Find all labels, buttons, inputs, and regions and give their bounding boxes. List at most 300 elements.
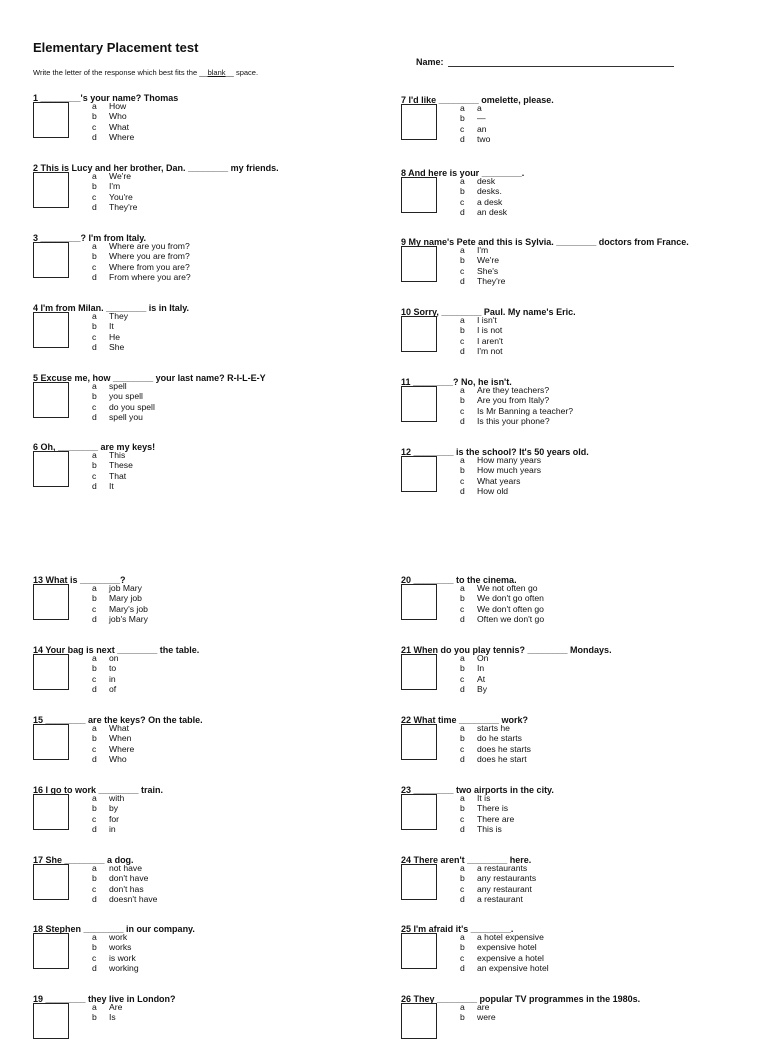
answer-box[interactable] [401, 177, 437, 213]
option-letter: a [92, 653, 97, 663]
answer-box[interactable] [401, 1003, 437, 1039]
option-text: Is Mr Banning a teacher? [477, 405, 574, 416]
option-text: How [109, 101, 127, 111]
answer-box[interactable] [33, 794, 69, 830]
option[interactable] [92, 272, 191, 282]
option[interactable] [460, 124, 490, 134]
option[interactable] [460, 953, 549, 963]
option-letter: b [92, 1012, 97, 1023]
option-text: You're [109, 191, 133, 202]
option-text: on [109, 653, 119, 663]
option[interactable] [460, 942, 549, 952]
option[interactable] [460, 197, 507, 207]
options [460, 653, 488, 695]
option[interactable] [460, 395, 573, 405]
option-text: do you spell [109, 401, 155, 412]
option-letter: b [460, 186, 465, 197]
question-26 [401, 994, 751, 1023]
option-text: Where are you from? [109, 241, 190, 251]
option[interactable] [460, 103, 490, 113]
option[interactable] [92, 450, 133, 460]
answer-box[interactable] [33, 382, 69, 418]
option-letter: b [92, 733, 97, 744]
option[interactable] [460, 1002, 496, 1012]
answer-box[interactable] [33, 242, 69, 278]
option-text: That [109, 470, 127, 481]
option-text: in [109, 673, 116, 684]
options [92, 381, 155, 423]
option-text: to [109, 663, 117, 674]
option-letter: c [92, 121, 97, 132]
option-text: — [477, 113, 486, 124]
option[interactable] [92, 723, 134, 733]
option-letter: a [460, 103, 465, 113]
option-text: They're [109, 202, 138, 213]
option-text: In [477, 663, 485, 674]
option[interactable] [92, 402, 155, 412]
option[interactable] [92, 132, 134, 142]
instruction-text-end: space. [235, 68, 259, 77]
option[interactable] [92, 381, 155, 391]
option-letter: d [460, 276, 465, 287]
option[interactable] [92, 932, 139, 942]
answer-box[interactable] [401, 584, 437, 620]
option[interactable] [92, 824, 124, 834]
option[interactable] [460, 476, 541, 486]
option[interactable] [92, 251, 191, 261]
option[interactable] [92, 604, 148, 614]
option[interactable] [92, 674, 119, 684]
options [92, 450, 133, 492]
option-letter: a [92, 101, 97, 111]
option-letter: c [460, 265, 465, 276]
option-text: They [109, 311, 129, 321]
option-letter: b [460, 325, 465, 336]
option-text: At [477, 673, 486, 684]
option-letter: d [92, 412, 97, 423]
option-letter: c [92, 883, 97, 894]
question-25 [401, 924, 751, 974]
option[interactable] [460, 255, 505, 265]
question-stem: 3 ________? I'm from Italy. [33, 233, 147, 243]
option[interactable] [460, 754, 531, 764]
option-letter: c [92, 470, 97, 481]
option-letter: d [92, 342, 97, 353]
options [460, 385, 573, 427]
question-2 [33, 163, 383, 213]
option-text: working [109, 963, 139, 974]
option-text: I is not [477, 325, 503, 336]
option[interactable] [92, 614, 148, 624]
option[interactable] [92, 111, 134, 121]
option-text: This [109, 450, 126, 460]
option-text: a desk [477, 196, 503, 207]
option-letter: d [92, 963, 97, 974]
option[interactable] [460, 663, 488, 673]
option-letter: a [92, 450, 97, 460]
option[interactable] [460, 176, 507, 186]
option[interactable] [460, 336, 503, 346]
options [92, 932, 139, 974]
option-text: a restaurants [477, 863, 528, 873]
option[interactable] [92, 803, 124, 813]
option-text: not have [109, 863, 142, 873]
options [92, 723, 134, 765]
instructions: Write the letter of the response which best fits the __blank__ space. [33, 68, 259, 77]
option-text: spell [109, 381, 127, 391]
option[interactable] [460, 674, 488, 684]
options [92, 1002, 122, 1023]
option[interactable] [92, 412, 155, 422]
option[interactable] [460, 465, 541, 475]
option[interactable] [460, 814, 514, 824]
option-text: works [109, 942, 132, 953]
option[interactable] [92, 744, 134, 754]
option-letter: a [460, 245, 465, 255]
question-12 [401, 447, 751, 497]
option-text: an [477, 123, 487, 134]
option-letter: d [460, 614, 465, 625]
answer-box[interactable] [33, 584, 69, 620]
option-letter: a [92, 1002, 97, 1012]
options [460, 863, 536, 905]
option-text: There is [477, 803, 509, 814]
option[interactable] [92, 101, 134, 111]
answer-box[interactable] [401, 316, 437, 352]
answer-box[interactable] [33, 102, 69, 138]
options [92, 863, 157, 905]
question-24 [401, 855, 751, 905]
option[interactable] [92, 733, 134, 743]
option[interactable] [460, 1012, 496, 1022]
option-text: do he starts [477, 733, 522, 744]
option-letter: a [460, 863, 465, 873]
option-text: From where you are? [109, 272, 191, 283]
option-letter: a [92, 793, 97, 803]
option[interactable] [460, 793, 514, 803]
option[interactable] [92, 332, 128, 342]
option[interactable] [460, 186, 507, 196]
option[interactable] [92, 873, 157, 883]
option[interactable] [92, 963, 139, 973]
option[interactable] [460, 873, 536, 883]
option[interactable] [92, 122, 134, 132]
option-letter: d [92, 481, 97, 492]
option-text: don't have [109, 873, 149, 884]
option-letter: c [92, 261, 97, 272]
question-stem: 6 Oh, ________ are my keys! [33, 442, 156, 452]
answer-box[interactable] [33, 1003, 69, 1039]
options [460, 176, 507, 218]
option-letter: b [460, 803, 465, 814]
option-text: does he starts [477, 743, 531, 754]
option[interactable] [92, 342, 128, 352]
option-text: doesn't have [109, 894, 158, 905]
option-letter: c [92, 401, 97, 412]
option-letter: d [460, 824, 465, 835]
option[interactable] [92, 593, 148, 603]
question-9 [401, 237, 751, 287]
option-text: a [477, 103, 482, 113]
option[interactable] [460, 385, 573, 395]
option-text: It [109, 321, 114, 332]
option-text: On [477, 653, 489, 663]
option-text: It is [477, 793, 491, 803]
option[interactable] [92, 192, 137, 202]
options [92, 311, 128, 353]
option-letter: b [92, 593, 97, 604]
option[interactable] [460, 604, 544, 614]
option[interactable] [460, 863, 536, 873]
option-letter: d [92, 132, 97, 143]
option[interactable] [460, 824, 514, 834]
option[interactable] [460, 455, 541, 465]
name-line[interactable] [448, 58, 674, 67]
question-stem: 18 Stephen ________ in our company. [33, 924, 195, 934]
option-text: Where [109, 132, 135, 143]
option-letter: b [92, 181, 97, 192]
option[interactable] [92, 241, 191, 251]
option-text: with [109, 793, 125, 803]
option[interactable] [460, 134, 490, 144]
options [460, 245, 505, 287]
option-text: Are they teachers? [477, 385, 550, 395]
option[interactable] [460, 113, 490, 123]
question-stem: 15 ________ are the keys? On the table. [33, 715, 203, 725]
option-letter: d [460, 486, 465, 497]
answer-box[interactable] [33, 312, 69, 348]
option-text: I'm [109, 181, 121, 192]
option-text: does he start [477, 754, 527, 765]
answer-box[interactable] [33, 654, 69, 690]
option[interactable] [92, 1002, 122, 1012]
question-stem: 17 She ________ a dog. [33, 855, 134, 865]
options [460, 1002, 496, 1023]
option[interactable] [92, 202, 137, 212]
question-stem: 16 I go to work ________ train. [33, 785, 164, 795]
option-text: She [109, 342, 125, 353]
question-16 [33, 785, 383, 835]
option-text: a hotel expensive [477, 932, 544, 942]
option[interactable] [92, 321, 128, 331]
option-letter: c [460, 813, 465, 824]
option[interactable] [92, 814, 124, 824]
option[interactable] [92, 754, 134, 764]
options [460, 315, 503, 357]
answer-box[interactable] [33, 933, 69, 969]
option-text: is work [109, 952, 136, 963]
option-text: Who [109, 111, 127, 122]
option-text: desk [477, 176, 496, 186]
options [460, 723, 531, 765]
option[interactable] [92, 684, 119, 694]
question-stem: 11 ________? No, he isn't. [401, 377, 512, 387]
question-stem: 8 And here is your ________. [401, 168, 525, 178]
option[interactable] [460, 325, 503, 335]
option[interactable] [92, 181, 137, 191]
option[interactable] [460, 733, 531, 743]
option[interactable] [92, 171, 137, 181]
options [92, 653, 119, 695]
option[interactable] [460, 207, 507, 217]
option-text: any restaurants [477, 873, 537, 884]
option[interactable] [460, 406, 573, 416]
option[interactable] [92, 311, 128, 321]
option[interactable] [92, 953, 139, 963]
option-text: don't has [109, 883, 144, 894]
option[interactable] [92, 942, 139, 952]
option-letter: c [460, 196, 465, 207]
option-letter: c [460, 123, 465, 134]
option-letter: d [460, 894, 465, 905]
question-3 [33, 233, 383, 283]
answer-box[interactable] [401, 456, 437, 492]
option-text: Often we don't go [477, 614, 545, 625]
option-letter: a [460, 176, 465, 186]
question-8 [401, 168, 751, 218]
option-text: It [109, 481, 114, 492]
question-22 [401, 715, 751, 765]
option[interactable] [460, 416, 573, 426]
option-letter: b [460, 113, 465, 124]
option-letter: a [460, 455, 465, 465]
question-stem: 25 I'm afraid it's ________. [401, 924, 514, 934]
option[interactable] [460, 684, 488, 694]
question-stem: 26 They ________ popular TV programmes in the 1980s. [401, 994, 641, 1004]
option[interactable] [460, 932, 549, 942]
name-field[interactable] [416, 57, 674, 67]
option-letter: c [460, 335, 465, 346]
options [92, 241, 191, 283]
option-letter: b [92, 111, 97, 122]
option[interactable] [92, 1012, 122, 1022]
option-text: Where from you are? [109, 261, 190, 272]
option[interactable] [460, 245, 505, 255]
question-1 [33, 93, 383, 143]
answer-box[interactable] [401, 654, 437, 690]
question-7 [401, 95, 751, 145]
option-letter: b [92, 251, 97, 262]
option[interactable] [460, 653, 488, 663]
answer-box[interactable] [401, 386, 437, 422]
instruction-blank: blank [207, 68, 226, 77]
question-stem: 22 What time ________ work? [401, 715, 529, 725]
option-text: Mary job [109, 593, 142, 604]
question-stem: 9 My name's Pete and this is Sylvia. ________ doctors from France. [401, 237, 689, 247]
answer-box[interactable] [401, 104, 437, 140]
option-letter: d [460, 416, 465, 427]
option[interactable] [92, 583, 148, 593]
answer-box[interactable] [401, 933, 437, 969]
options [92, 101, 134, 143]
option[interactable] [460, 593, 544, 603]
option[interactable] [92, 793, 124, 803]
options [92, 171, 137, 213]
options [460, 103, 490, 145]
option-letter: a [460, 315, 465, 325]
option[interactable] [460, 803, 514, 813]
option-letter: a [92, 863, 97, 873]
question-stem: 19 ________ they live in London? [33, 994, 176, 1004]
option[interactable] [460, 894, 536, 904]
answer-box[interactable] [33, 724, 69, 760]
option-letter: b [92, 803, 97, 814]
option[interactable] [92, 481, 133, 491]
option-text: I aren't [477, 335, 504, 346]
option[interactable] [460, 276, 505, 286]
option-text: They're [477, 276, 506, 287]
option-text: There are [477, 813, 515, 824]
option-letter: a [92, 311, 97, 321]
question-19 [33, 994, 383, 1023]
option-letter: c [460, 405, 465, 416]
question-20 [401, 575, 751, 625]
option[interactable] [92, 262, 191, 272]
question-18 [33, 924, 383, 974]
option-text: starts he [477, 723, 510, 733]
option-text: any restaurant [477, 883, 532, 894]
option-text: expensive a hotel [477, 952, 544, 963]
option[interactable] [92, 471, 133, 481]
option-letter: b [460, 873, 465, 884]
option-letter: b [92, 321, 97, 332]
option-letter: d [92, 894, 97, 905]
option-letter: d [460, 346, 465, 357]
option[interactable] [92, 894, 157, 904]
option[interactable] [460, 583, 544, 593]
option[interactable] [460, 963, 549, 973]
options [460, 455, 541, 497]
option[interactable] [92, 663, 119, 673]
option[interactable] [460, 744, 531, 754]
option-text: We don't often go [477, 603, 544, 614]
answer-box[interactable] [33, 172, 69, 208]
answer-box[interactable] [401, 794, 437, 830]
option[interactable] [92, 460, 133, 470]
answer-box[interactable] [401, 246, 437, 282]
option-letter: c [460, 743, 465, 754]
option[interactable] [92, 863, 157, 873]
option-letter: d [460, 754, 465, 765]
option-letter: d [92, 824, 97, 835]
option[interactable] [460, 315, 503, 325]
option[interactable] [92, 884, 157, 894]
option-letter: d [460, 207, 465, 218]
option[interactable] [460, 884, 536, 894]
option[interactable] [460, 266, 505, 276]
option[interactable] [460, 614, 544, 624]
answer-box[interactable] [33, 451, 69, 487]
option[interactable] [460, 486, 541, 496]
option-letter: c [92, 191, 97, 202]
option[interactable] [92, 391, 155, 401]
question-stem: 5 Excuse me, how ________ your last name? R-I-L-E-Y [33, 373, 266, 383]
option-text: What [109, 121, 130, 132]
option-text: We're [477, 255, 500, 266]
option-letter: a [92, 932, 97, 942]
answer-box[interactable] [401, 724, 437, 760]
option[interactable] [92, 653, 119, 663]
option[interactable] [460, 723, 531, 733]
answer-box[interactable] [401, 864, 437, 900]
option-text: you spell [109, 391, 143, 402]
option-text: I'm not [477, 346, 503, 357]
option-letter: c [92, 331, 97, 342]
question-stem: 23 ________ two airports in the city. [401, 785, 554, 795]
page-title: Elementary Placement test [33, 40, 199, 55]
answer-box[interactable] [33, 864, 69, 900]
option[interactable] [460, 346, 503, 356]
